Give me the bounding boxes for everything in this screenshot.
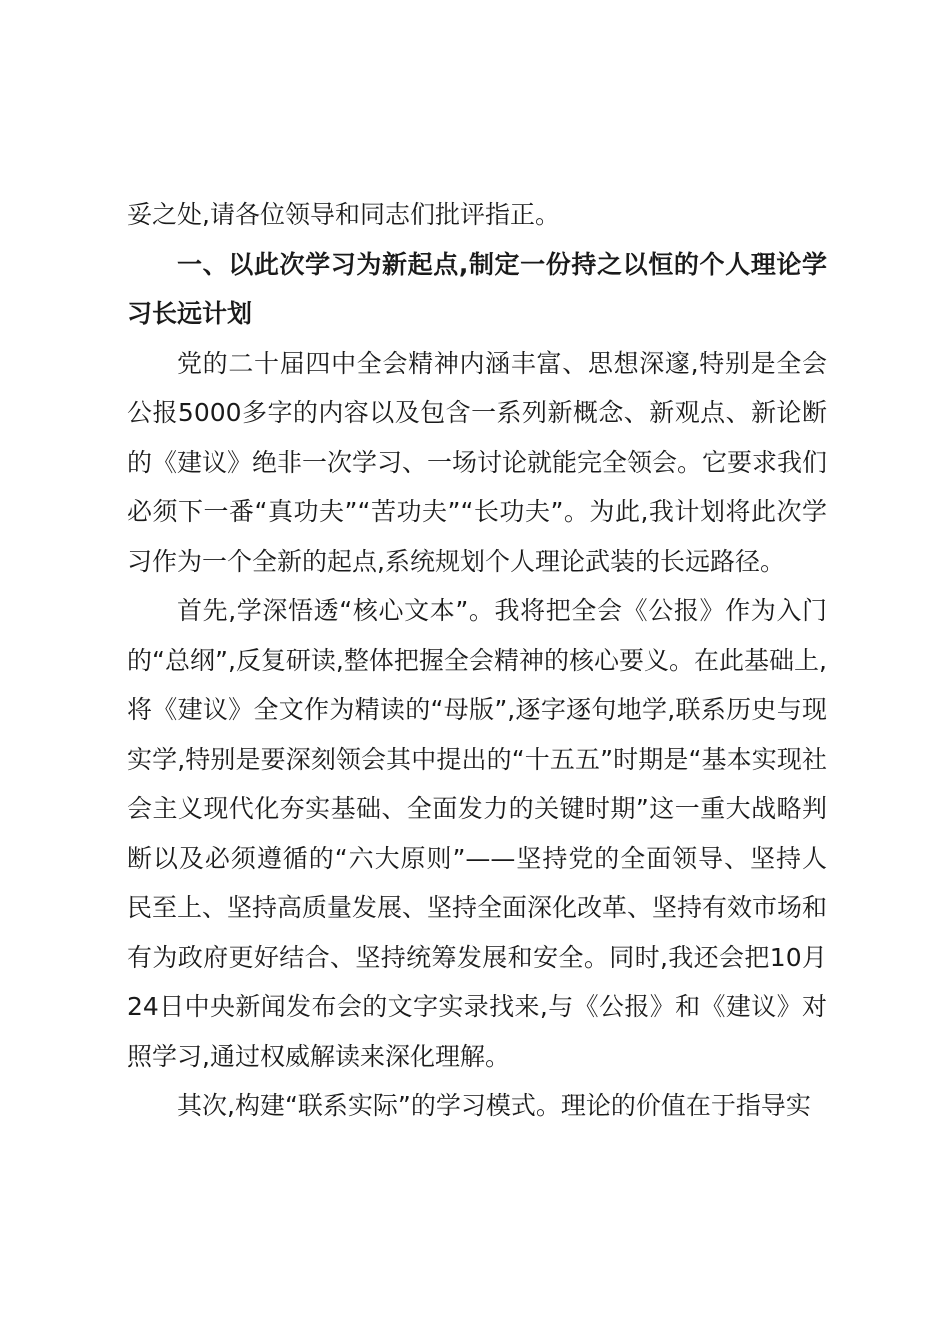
paragraph-practice: 其次,构建“联系实际”的学习模式。理论的价值在于指导实	[177, 1091, 811, 1120]
paragraph-core-text: 首先,学深悟透“核心文本”。我将把全会《公报》作为入门的“总纲”,反复研读,整体把握全会精神的核心要义。在此基础上,将《建议》全文作为精读的“母版”,逐字逐句地学,联系历史与现实学,特别是要深刻领会其中提出的“十五五”时期是“基本实现社会主义现代化夯实基础、全面发力的关键时期”这一重大战略判断以及必须遵循的“六大原则”——坚持党的全面领导、坚持人民至上、坚持高质量发展、坚持全面深化改革、坚持有效市场和有为政府更好结合、坚持统筹发展和安全。同时,我还会把10月24日中央新闻发布会的文字实录找来,与《公报》和《建议》对照学习,通过权威解读来深化理解。	[127, 596, 828, 1071]
paragraph-continuation: 妥之处,请各位领导和同志们批评指正。	[127, 200, 560, 229]
section-heading: 一、以此次学习为新起点,制定一份持之以恒的个人理论学习长远计划	[127, 249, 827, 328]
document-body	[127, 190, 827, 1131]
paragraph-intro: 党的二十届四中全会精神内涵丰富、思想深邃,特别是全会公报5000多字的内容以及包含一系列新概念、新观点、新论断的《建议》绝非一次学习、一场讨论就能完全领会。它要求我们必须下一番“真功夫”“苦功夫”“长功夫”。为此,我计划将此次学习作为一个全新的起点,系统规划个人理论武装的长远路径。	[127, 348, 828, 576]
